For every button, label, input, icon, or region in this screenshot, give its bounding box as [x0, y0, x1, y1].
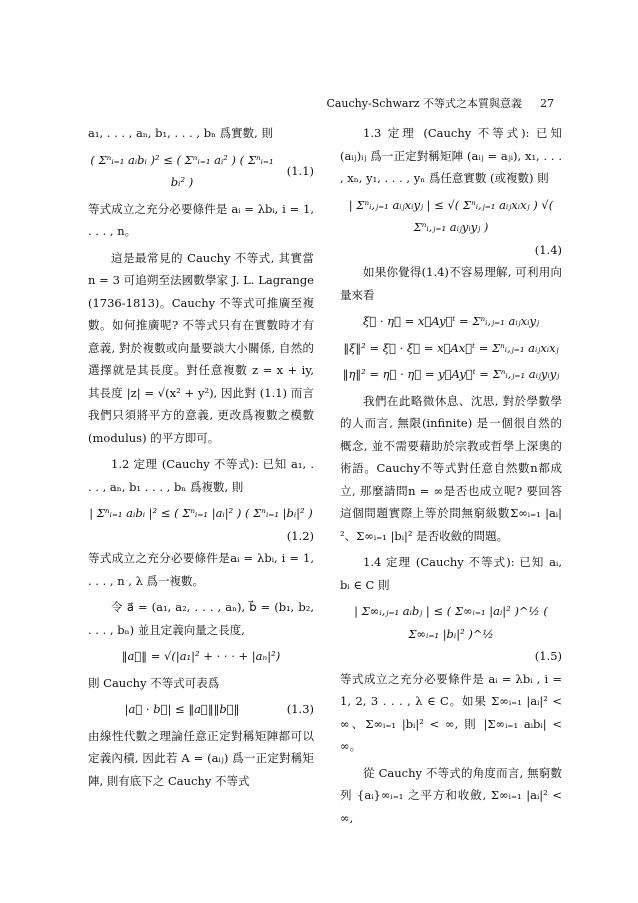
paragraph: 等式成立之充分必要條件是 aᵢ = λbᵢ , i = 1, 2, 3 . . . , λ ∈ C。如果 Σ∞ᵢ₌₁ |aᵢ|² < ∞、Σ∞ᵢ₌₁ |bᵢ|² < ∞, 則 |Σ∞ᵢ₌₁ aᵢbᵢ| < ∞。	[340, 671, 562, 753]
equation-body: |a⃗ · b⃗| ≤ ‖a⃗‖‖b⃗‖	[124, 702, 240, 716]
equation-1-2	[88, 502, 314, 525]
equation-number: (1.1)	[286, 163, 314, 178]
theorem-1-4: 1.4 定理 (Cauchy 不等式): 已知 aᵢ, bᵢ ∈ C 則	[340, 555, 562, 592]
paragraph: 則 Cauchy 不等式可表爲	[88, 675, 220, 690]
header-title: Cauchy-Schwarz 不等式之本質與意義	[326, 97, 522, 110]
paragraph: 從 Cauchy 不等式的角度而言, 無窮數列 {aᵢ}∞ᵢ₌₁ 之平方和收斂, Σ∞ᵢ₌₁ |aᵢ|² < ∞,	[340, 765, 562, 825]
paragraph: 這是最常見的 Cauchy 不等式, 其實當 n = 3 可追朔至法國數學家 J. L. Lagrange (1736-1813)。Cauchy 不等式可推廣至複數。如何推廣呢? 不等式只有在實數時才有意義, 對於複數或向量要談大小關係, 自然的選擇就是其長度。對任意複數 z = x + iy, 其長度 |z| = √(x² + y²), 因此對 (1.1) 而言我們只須將平方的意義, 更改爲複數之模數 (modulus) 的平方即可。	[88, 250, 314, 445]
intro-line: a₁, . . . , aₙ, b₁, . . . , bₙ 爲實數, 則	[88, 126, 273, 140]
page-number: 27	[540, 97, 554, 110]
equation-norm: ‖a⃗‖ = √(|a₁|² + · · · + |aₙ|²)	[121, 649, 281, 663]
paragraph: 等式成立之充分必要條件是aᵢ = λbᵢ, i = 1, . . . , n , λ 爲一複數。	[88, 551, 314, 588]
equation-1-5	[340, 600, 562, 645]
equation-body: ( Σⁿᵢ₌₁ aᵢbᵢ )² ≤ ( Σⁿᵢ₌₁ aᵢ² ) ( Σⁿᵢ₌₁ bᵢ² )	[90, 152, 274, 189]
equation-norm-eta: ‖η‖² = η⃗ · η⃗ = y⃗Ay⃗ᵗ = Σⁿᵢ,ⱼ₌₁ aᵢⱼyᵢyⱼ	[342, 367, 560, 381]
right-column	[340, 122, 562, 829]
equation-1-3	[88, 698, 314, 721]
left-column	[88, 122, 314, 792]
equation-number: (1.3)	[286, 702, 314, 716]
equation-norm-xi: ‖ξ‖² = ξ⃗ · ξ⃗ = x⃗Ax⃗ᵗ = Σⁿᵢ,ⱼ₌₁ aᵢⱼxᵢxⱼ	[343, 340, 559, 355]
paragraph: 令 a⃗ = (a₁, a₂, . . . , aₙ), b⃗ = (b₁, b₂, . . . , bₙ) 並且定義向量之長度,	[88, 600, 314, 637]
equation-body: | Σⁿᵢ,ⱼ₌₁ aᵢⱼxᵢyⱼ | ≤ √( Σⁿᵢ,ⱼ₌₁ aᵢⱼxᵢxⱼ ) √( Σⁿᵢ,ⱼ₌₁ aᵢⱼyᵢyⱼ )	[348, 197, 554, 234]
paragraph: 如果你覺得(1.4)不容易理解, 可利用向量來看	[340, 265, 562, 302]
equation-body: | Σⁿᵢ₌₁ aᵢbᵢ |² ≤ ( Σⁿᵢ₌₁ |aᵢ|² ) ( Σⁿᵢ₌₁ |bᵢ|² )	[89, 506, 313, 520]
equation-number: (1.5)	[534, 649, 562, 663]
equation-1-1	[88, 149, 314, 194]
paragraph: 由線性代數之理論任意正定對稱矩陣都可以定義內積, 因此若 A = (aᵢⱼ) 爲一正定對稱矩陣, 則有底下之 Cauchy 不等式	[88, 728, 314, 788]
equation-number: (1.4)	[534, 242, 562, 257]
equation-number: (1.2)	[286, 528, 314, 543]
equation-body: | Σ∞ᵢ,ⱼ₌₁ aᵢbⱼ | ≤ ( Σ∞ᵢ₌₁ |aᵢ|² )^½ ( Σ∞ᵢ₌₁ |bᵢ|² )^½	[354, 604, 548, 641]
paragraph: 我們在此略微休息、沈思, 對於學數學的人而言, 無限(infinite) 是一個很自然的概念, 並不需要藉助於宗教或哲學上深奧的術語。Cauchy不等式對任意自然數n都成立, 那麼請問n = ∞是否也成立呢? 要回答這個問題實際上等於問無窮級數Σ∞ᵢ₌₁ |aᵢ|²、Σ∞ᵢ₌₁ |bᵢ|² 是否收斂的問題。	[340, 393, 562, 543]
equation-1-4	[340, 194, 562, 239]
theorem-1-2: 1.2 定理 (Cauchy 不等式): 已知 a₁, . . . , aₙ, b₁ . . . , bₙ 爲複數, 則	[88, 457, 314, 494]
equation-inner-product: ξ⃗ · η⃗ = x⃗Ay⃗ᵗ = Σⁿᵢ,ⱼ₌₁ aᵢⱼxᵢyⱼ	[362, 314, 540, 328]
theorem-1-3: 1.3 定理 (Cauchy 不等式): 已知 (aᵢⱼ)ᵢⱼ 爲一正定對稱矩陣 (aᵢⱼ = aⱼᵢ), x₁, . . . , xₙ, y₁, . . . , yₙ 爲任意實數 (或複數) 則	[340, 126, 562, 185]
running-header	[326, 95, 554, 111]
paragraph: 等式成立之充分必要條件是 aᵢ = λbᵢ, i = 1, . . . , n。	[88, 201, 314, 238]
